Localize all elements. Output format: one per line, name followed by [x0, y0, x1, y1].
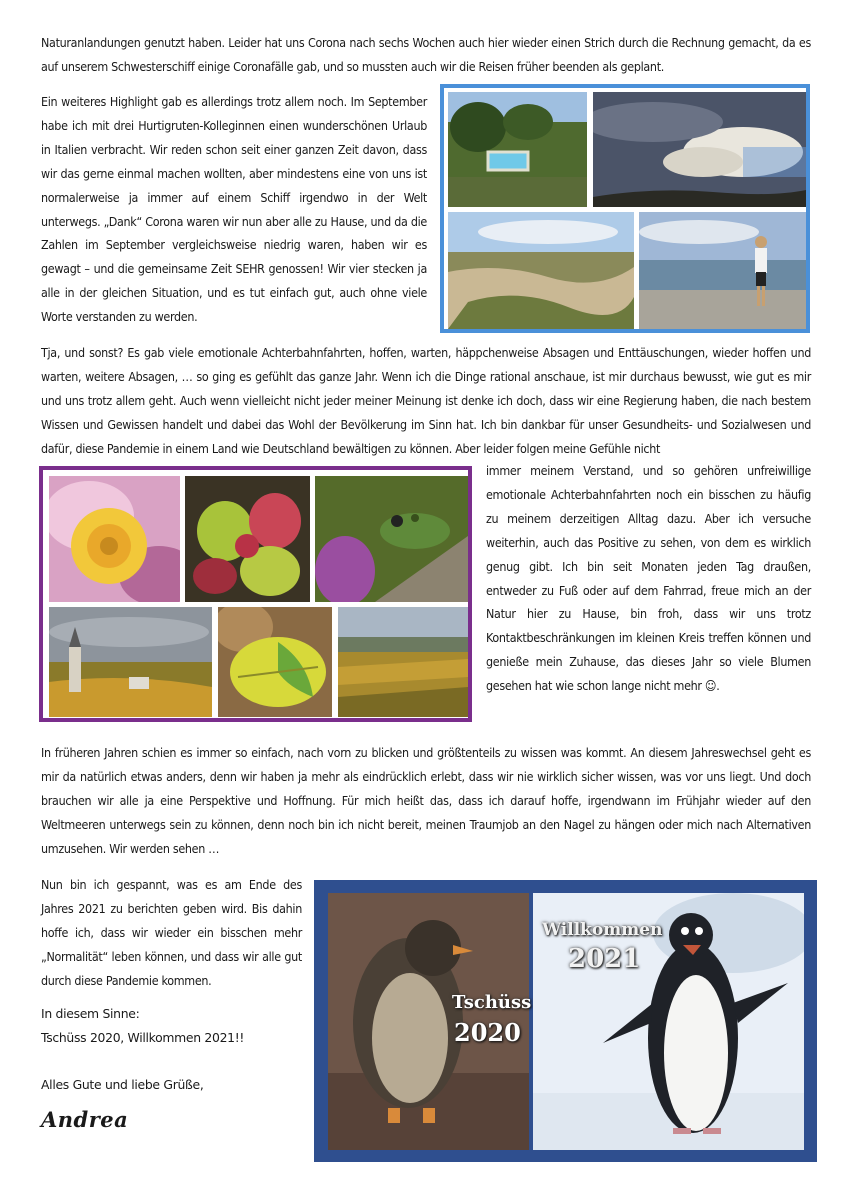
year-2021-label: 2021	[568, 944, 641, 974]
clouds-photo	[593, 92, 806, 207]
penguin-card	[314, 880, 817, 1162]
beach-photo	[639, 212, 806, 329]
paragraph-hope: Nun bin ich gespannt, was es am Ende des Jahres 2021 zu berichten geben wird. Bis dahin hoffe ich, dass wir wieder ein bisschen mehr „Normalität“ leben können, und dass wir alle gut durch diese Pandemie kommen.	[41, 877, 302, 988]
vineyard-photo	[338, 607, 468, 717]
leaf-photo	[218, 607, 332, 717]
paragraph-emotions: Tja, und sonst? Es gab viele emotionale Achterbahnfahrten, hoffen, warten, häppchenweise Absagen und Enttäuschungen, wieder hoffen und warten, weitere Absagen, … so ging es gefühlt das ganze Jahr. Wenn ich die Dinge rational anschaue, ist mir durchaus bewusst, wie gut es mir und uns trotz allem geht. Auch wenn vielleicht nicht jeder meiner Meinung ist denke ich doch, dass wir eine Regierung haben, die nach bestem Wissen und Gewissen handelt und dabei das Wohl der Bevölkerung im Sinn hat. Ich bin dankbar für unser Gesundheits- und Sozialwesen und dafür, diese Pandemie in einem Land wie Deutschland bewältigen zu können. Aber leider folgen meine Gefühle nicht	[41, 345, 811, 456]
peony-photo	[49, 476, 180, 602]
pool-photo	[448, 92, 587, 207]
year-2020-label: 2020	[454, 1018, 521, 1047]
church-photo	[49, 607, 212, 717]
closing-line-2: Tschüss 2020, Willkommen 2021!!	[41, 1030, 245, 1045]
tschuess-label: Tschüss	[452, 992, 532, 1013]
begonia-photo	[185, 476, 310, 602]
paragraph-intro: Naturanlandungen genutzt haben. Leider hat uns Corona nach sechs Wochen auch hier wieder einen Strich durch die Rechnung gemacht, da es auf unserem Schwesterschiff einige Coronafälle gab, und so mussten auch wir die Reisen früher beenden als geplant.	[41, 35, 811, 74]
paragraph-positive: immer meinem Verstand, und so gehören unfreiwillige emotionale Achterbahnfahrten noch ein bisschen zu häufig zu meinem derzeitigen Alltag dazu. Aber ich versuche weiterhin, auch das Positive zu sehen, von dem es wirklich genug gibt. Ich bin seit Monaten jeden Tag draußen, entweder zu Fuß oder auf dem Fahrrad, freue mich an der Natur hier zu Hause, bin froh, dass wir uns trotz Kontaktbeschränkungen im kleinen Kreis treffen können und genieße mein Zuhause, das dieses Jahr so viele Blumen gesehen hat wie schon lange nicht mehr ☺.	[486, 463, 811, 694]
willkommen-label: Willkommen	[542, 920, 663, 940]
greeting-line: Alles Gute und liebe Grüße,	[41, 1077, 204, 1092]
badlands-photo	[448, 212, 634, 329]
paragraph-outlook: In früheren Jahren schien es immer so einfach, nach vorn zu blicken und größtenteils zu wissen was kommt. An diesem Jahreswechsel geht es mir da natürlich etwas anders, denn wir haben ja mehr als eindrücklich erlebt, dass wir nie wirklich sicher wissen, was vor uns liegt. Und doch brauchen wir alle ja eine Perspektive und Hoffnung. Für mich heißt das, dass ich darauf hoffe, irgendwann im Frühjahr wieder auf den Weltmeeren unterwegs sein zu können, denn noch bin ich nicht bereit, meinen Traumjob an den Nagel zu hängen oder mich nach Alternativen umzusehen. Wir werden sehen …	[41, 745, 811, 856]
paragraph-italy: Ein weiteres Highlight gab es allerdings trotz allem noch. Im September habe ich mit drei Hurtigruten-Kolleginnen einen wunderschönen Urlaub in Italien verbracht. Wir reden schon seit einer ganzen Zeit davon, dass wir das gerne einmal machen wollten, aber mindestens eine von uns ist normalerweise ja immer auf einem Schiff irgendwo in der Welt unterwegs. „Dank“ Corona waren wir nun aber alle zu Hause, und da die Zahlen im September vergleichsweise niedrig waren, haben wir es gewagt – und die gemeinsame Zeit SEHR genossen! Wir vier stecken ja alle in der gleichen Situation, und es tut einfach gut, auch ohne viele Worte verstanden zu werden.	[41, 94, 427, 325]
nature-photo-collage	[39, 466, 472, 722]
signature: Andrea	[41, 1107, 129, 1132]
frog-photo	[315, 476, 468, 602]
closing-line-1: In diesem Sinne:	[41, 1006, 140, 1021]
italy-photo-collage	[440, 84, 810, 333]
